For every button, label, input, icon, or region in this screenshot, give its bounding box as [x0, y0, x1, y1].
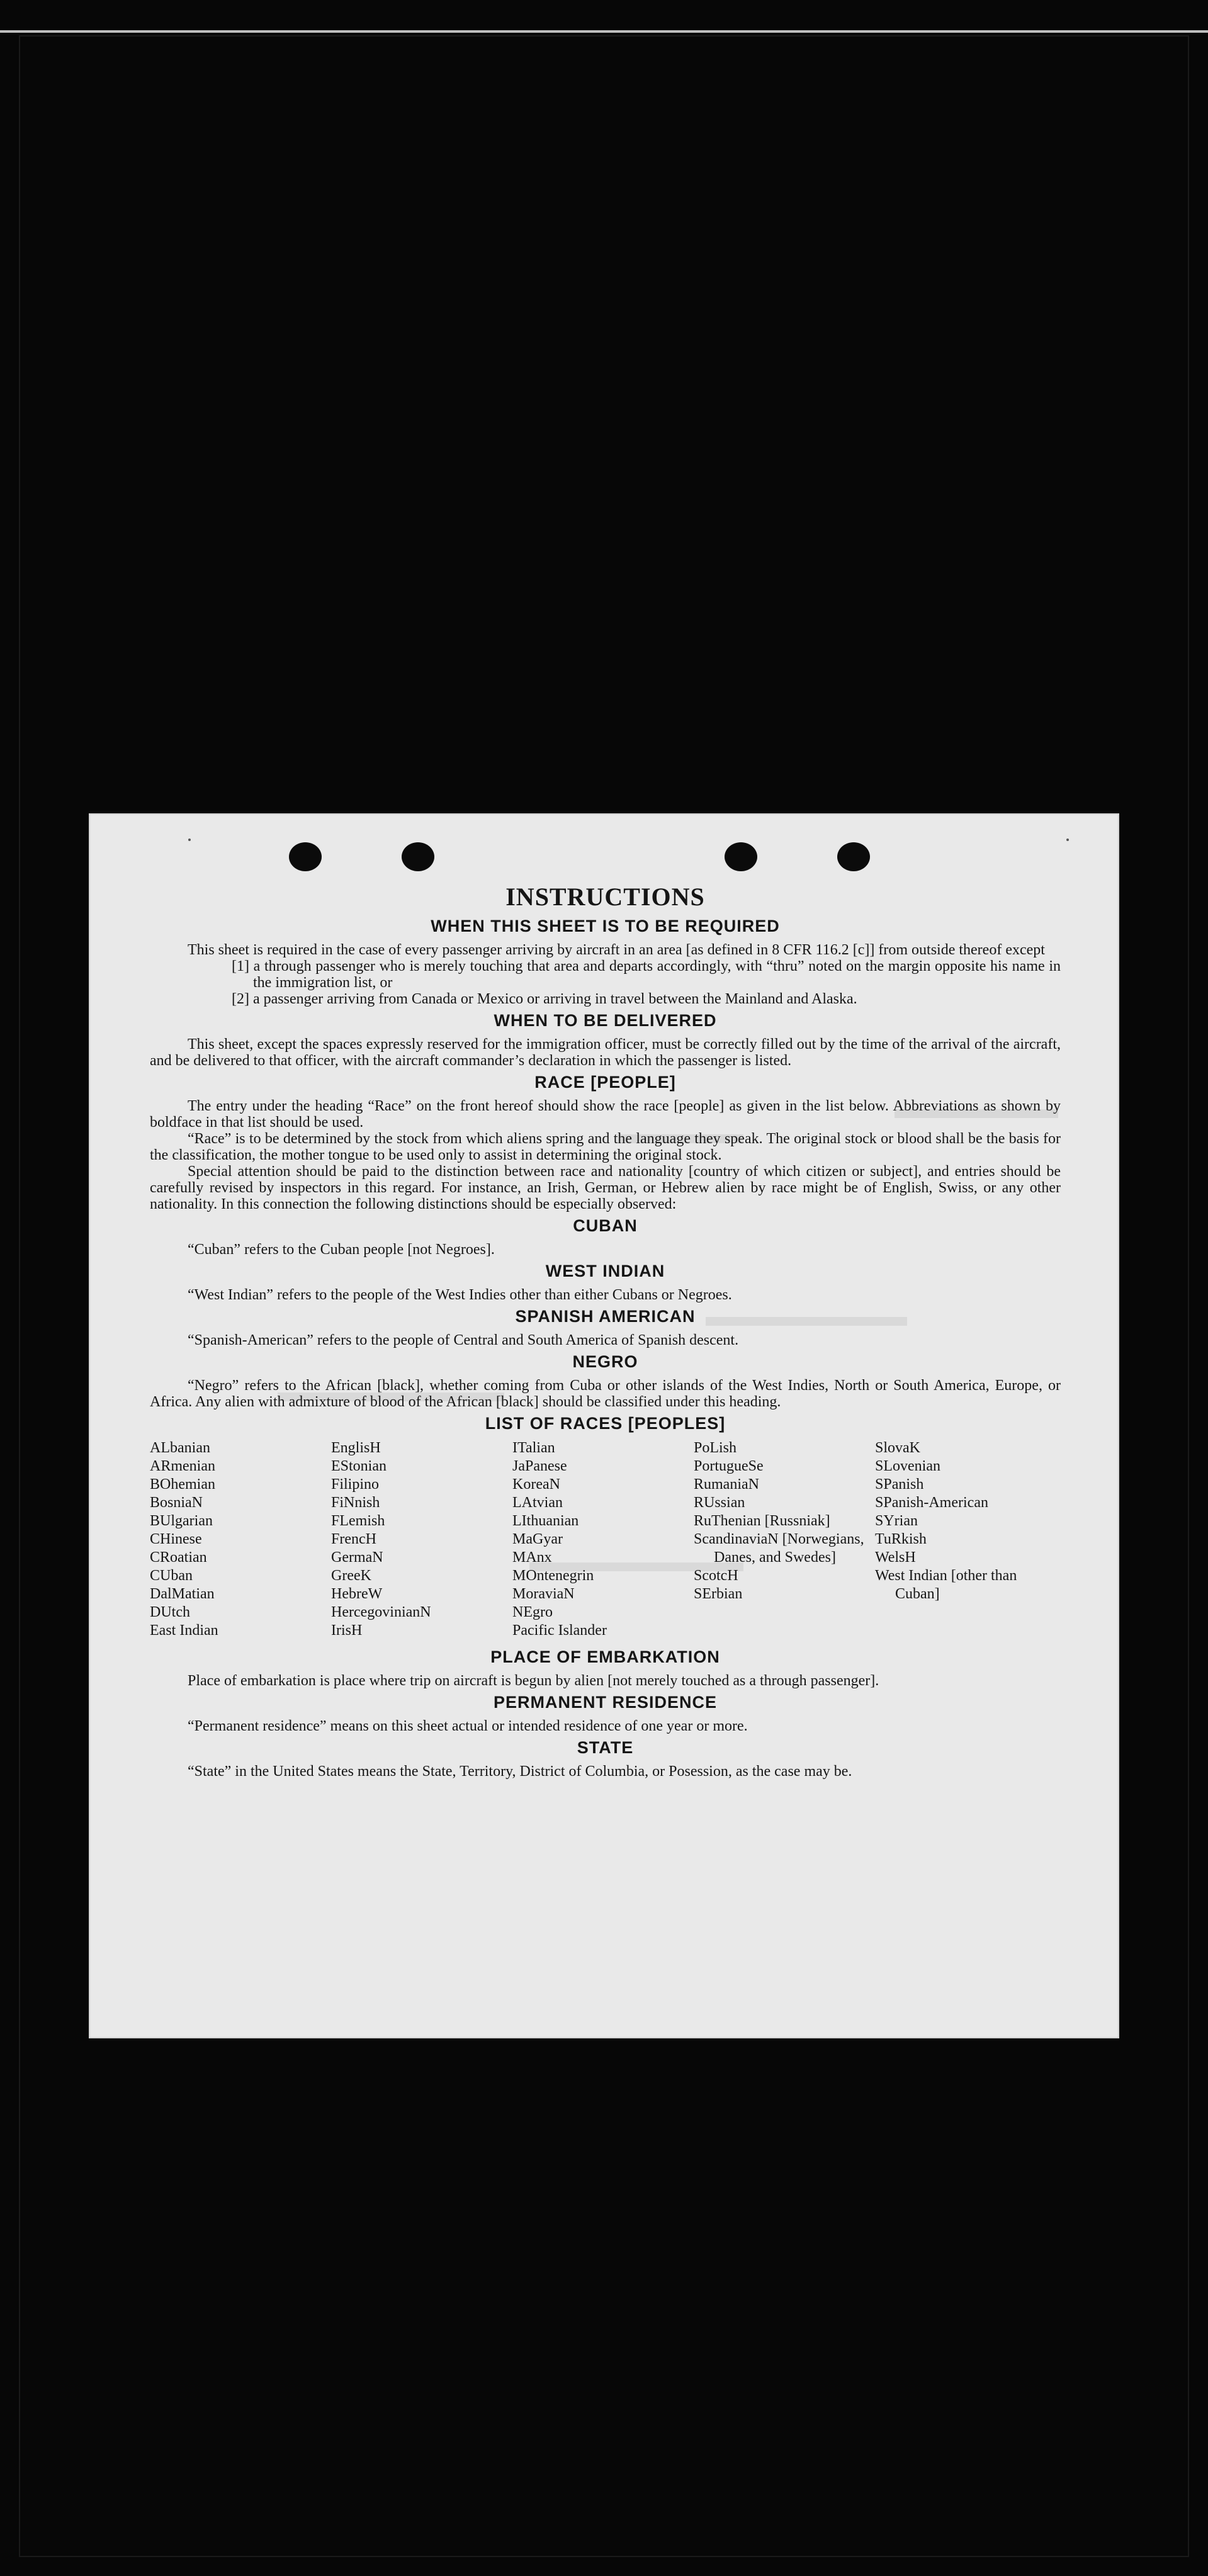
race-list-item: DalMatian — [150, 1586, 215, 1602]
race-list-item: EnglisH — [331, 1440, 381, 1456]
race-list-item: BosniaN — [150, 1494, 203, 1511]
required-intro: This sheet is required in the case of every passenger arriving by aircraft in an area [as defined in 8 CFR 116.2 [c]] from outside thereof except — [188, 942, 1045, 958]
race-list-item: CRoatian — [150, 1549, 207, 1566]
race-list-item: PoLish — [694, 1440, 737, 1456]
race-paragraph-1: The entry under the heading “Race” on the front hereof should show the race [people] as given in the list below. Abbreviations as shown by boldface in that list should be used. — [150, 1098, 1061, 1131]
document-title: INSTRUCTIONS — [505, 883, 705, 911]
race-list-item: MAnx — [512, 1549, 552, 1566]
race-list-item: HercegovinianN — [331, 1604, 431, 1620]
heading-place-of-embarkation: PLACE OF EMBARKATION — [490, 1647, 720, 1666]
heading-state: STATE — [577, 1738, 634, 1757]
residence-text: “Permanent residence” means on this sheet actual or intended residence of one year or more. — [188, 1718, 748, 1734]
race-list-item: CUban — [150, 1568, 193, 1584]
spanish-american-text: “Spanish-American” refers to the people of Central and South America of Spanish descent. — [188, 1332, 739, 1348]
heading-list-of-races: LIST OF RACES [PEOPLES] — [485, 1414, 726, 1433]
negro-text: “Negro” refers to the African [black], whether coming from Cuba or other islands of the West Indies, North or South America, Europe, or Africa. Any alien with admixture of blood of the African [black] should be classified under this heading. — [150, 1377, 1061, 1410]
race-list-item: NEgro — [512, 1604, 553, 1620]
race-list-item: Pacific Islander — [512, 1622, 607, 1639]
race-list-item: WelsH — [875, 1549, 916, 1566]
race-list-item: GermaN — [331, 1549, 383, 1566]
race-list-item: ALbanian — [150, 1440, 210, 1456]
race-list-item: LAtvian — [512, 1494, 563, 1511]
race-list-item: ScandinaviaN [Norwegians, Danes, and Swedes] — [694, 1531, 864, 1566]
dust-speck — [188, 839, 191, 841]
race-list-item: DUtch — [150, 1604, 190, 1620]
races-column-4 — [694, 1439, 875, 1640]
race-list-item: FLemish — [331, 1513, 385, 1529]
race-list-item: MaGyar — [512, 1531, 563, 1547]
race-list-item: LIthuanian — [512, 1513, 579, 1529]
heading-permanent-residence: PERMANENT RESIDENCE — [493, 1693, 718, 1712]
races-column-1 — [150, 1439, 331, 1640]
races-column-3 — [512, 1439, 694, 1640]
delivered-text: This sheet, except the spaces expressly reserved for the immigration officer, must be correctly filled out by the time of the arrival of the aircraft, and be delivered to that officer, with the aircraft commander’s declaration in which the passenger is listed. — [150, 1036, 1061, 1069]
race-list-item: PortugueSe — [694, 1458, 764, 1474]
race-list-item: MOntenegrin — [512, 1568, 594, 1584]
race-list-item: ARmenian — [150, 1458, 215, 1474]
west-indian-text: “West Indian” refers to the people of the West Indies other than either Cubans or Negroes. — [188, 1287, 732, 1303]
heading-cuban: CUBAN — [573, 1216, 638, 1235]
embarkation-text: Place of embarkation is place where trip on aircraft is begun by alien [not merely touched as a through passenger]. — [188, 1673, 879, 1689]
race-list-item: GreeK — [331, 1568, 371, 1584]
races-column-5 — [875, 1439, 1061, 1640]
races-column-2 — [331, 1439, 512, 1640]
heading-west-indian: WEST INDIAN — [545, 1262, 665, 1280]
race-list-item: HebreW — [331, 1586, 383, 1602]
race-list-item: RumaniaN — [694, 1476, 759, 1493]
race-list-item: SErbian — [694, 1586, 743, 1602]
race-list-item: JaPanese — [512, 1458, 567, 1474]
cuban-text: “Cuban” refers to the Cuban people [not Negroes]. — [188, 1241, 495, 1258]
race-list-item: West Indian [other than Cuban] — [875, 1568, 1017, 1602]
race-list-item: MoraviaN — [512, 1586, 575, 1602]
heading-when-delivered: WHEN TO BE DELIVERED — [494, 1011, 717, 1030]
races-list — [150, 1439, 1061, 1640]
race-list-item: FrencH — [331, 1531, 376, 1547]
race-list-item: CHinese — [150, 1531, 202, 1547]
race-list-item: TuRkish — [875, 1531, 927, 1547]
race-list-item: East Indian — [150, 1622, 218, 1639]
heading-when-required: WHEN THIS SHEET IS TO BE REQUIRED — [431, 917, 780, 935]
state-text: “State” in the United States means the State, Territory, District of Columbia, or Posession, as the case may be. — [188, 1763, 852, 1780]
punch-hole — [289, 842, 322, 871]
race-list-item: EStonian — [331, 1458, 387, 1474]
race-paragraph-2: “Race” is to be determined by the stock from which aliens spring and the language they speak. The original stock or blood shall be the basis for the classification, the mother tongue to be used only to assist in determining the original stock. — [150, 1131, 1061, 1163]
race-list-item: BOhemian — [150, 1476, 215, 1493]
race-list-item: SPanish — [875, 1476, 924, 1493]
punch-hole — [725, 842, 757, 871]
race-list-item: KoreaN — [512, 1476, 560, 1493]
heading-negro: NEGRO — [572, 1352, 638, 1371]
race-list-item: FiNnish — [331, 1494, 380, 1511]
heading-spanish-american: SPANISH AMERICAN — [515, 1307, 696, 1326]
punch-hole — [837, 842, 870, 871]
race-list-item: Filipino — [331, 1476, 380, 1493]
race-list-item: RuThenian [Russniak] — [694, 1513, 830, 1529]
punch-hole — [402, 842, 434, 871]
required-item-1: [1] a through passenger who is merely touching that area and departs accordingly, with “thru” noted on the margin opposite his name in the immigration list, or — [232, 958, 1061, 991]
race-list-item: RUssian — [694, 1494, 745, 1511]
instruction-sheet — [89, 813, 1119, 2038]
race-list-item: SPanish-American — [875, 1494, 988, 1511]
dust-speck — [1066, 839, 1069, 841]
race-list-item: BUlgarian — [150, 1513, 213, 1529]
required-item-2: [2] a passenger arriving from Canada or Mexico or arriving in travel between the Mainland and Alaska. — [232, 991, 857, 1007]
scan-top-line — [0, 30, 1208, 33]
race-list-item: SlovaK — [875, 1440, 920, 1456]
race-list-item: SLovenian — [875, 1458, 940, 1474]
race-list-item: SYrian — [875, 1513, 918, 1529]
race-list-item: IrisH — [331, 1622, 363, 1639]
sheet-content — [150, 881, 1061, 1780]
race-list-item: ITalian — [512, 1440, 555, 1456]
race-paragraph-3: Special attention should be paid to the distinction between race and nationality [country of which citizen or subject], and entries should be carefully revised by inspectors in this regard. For instance, an Irish, German, or Hebrew alien by race might be of English, Swiss, or any other nationality. In this connection the following distinctions should be especially observed: — [150, 1163, 1061, 1212]
race-list-item: ScotcH — [694, 1568, 738, 1584]
heading-race: RACE [PEOPLE] — [534, 1073, 676, 1092]
